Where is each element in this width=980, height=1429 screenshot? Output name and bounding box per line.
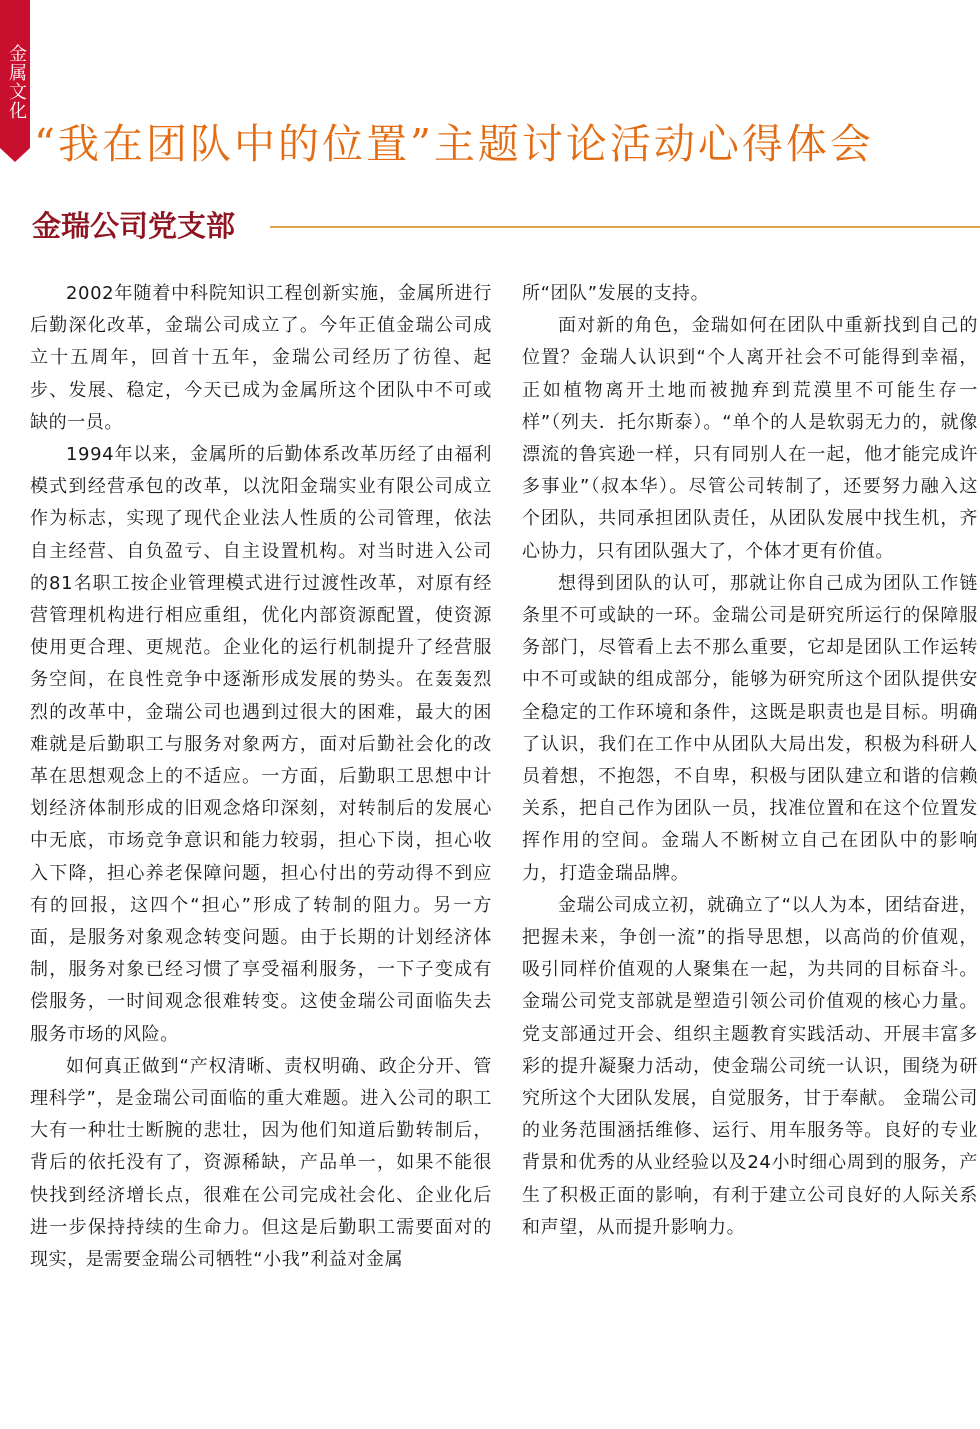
paragraph: 金瑞公司成立初，就确立了“以人为本，团结奋进，把握未来，争创一流”的指导思想，以高尚的价值观，吸引同样价值观的人聚集在一起，为共同的目标奋斗。金瑞公司党支部就是塑造引领公司价值观的核心力量。党支部通过开会、组织主题教育实践活动、开展丰富多彩的提升凝聚力活动，使金瑞公司统一认识，围绕为研究所这个大团队发展，自觉服务，甘于奉献。 金瑞公司的业务范围涵括维修、运行、用车服务等。良好的专业背景和优秀的从业经验以及24小时细心周到的服务，产生了积极正面的影响，有利于建立公司良好的人际关系和声望，从而提升影响力。	[522, 894, 978, 1238]
author-divider	[270, 226, 980, 228]
left-column	[30, 278, 492, 1276]
right-column	[522, 278, 978, 1244]
section-tab-arrow	[0, 148, 30, 162]
paragraph: 1994年以来，金属所的后勤体系改革历经了由福利模式到经营承包的改革，以沈阳金瑞实业有限公司成立作为标志，实现了现代企业法人性质的公司管理，依法自主经营、自负盈亏、自主设置机构。对当时进入公司的81名职工按企业管理模式进行过渡性改革，对原有经营管理机构进行相应重组，优化内部资源配置，使资源使用更合理、更规范。企业化的运行机制提升了经营服务空间，在良性竞争中逐渐形成发展的势头。在轰轰烈烈的改革中，金瑞公司也遇到过很大的困难，最大的困难就是后勤职工与服务对象两方，面对后勤社会化的改革在思想观念上的不适应。一方面，后勤职工思想中计划经济体制形成的旧观念烙印深刻，对转制后的发展心中无底，市场竞争意识和能力较弱，担心下岗，担心收入下降，担心养老保障问题，担心付出的劳动得不到应有的回报，这四个“担心”形成了转制的阻力。另一方面，是服务对象观念转变问题。由于长期的计划经济体制，服务对象已经习惯了享受福利服务，一下子变成有偿服务，一时间观念很难转变。这使金瑞公司面临失去服务市场的风险。	[30, 444, 492, 1045]
paragraph: 面对新的角色，金瑞如何在团队中重新找到自己的位置？金瑞人认识到“个人离开社会不可能得到幸福，正如植物离开土地而被抛弃到荒漠里不可能生存一样”（列夫．托尔斯泰）。“单个的人是软弱无力的，就像漂流的鲁宾逊一样，只有同别人在一起，他才能完成许多事业”（叔本华）。尽管公司转制了，还要努力融入这个团队，共同承担团队责任，从团队发展中找生机，齐心协力，只有团队强大了，个体才更有价值。	[522, 315, 978, 562]
paragraph-continued: 所“团队”发展的支持。	[522, 283, 710, 304]
paragraph: 2002年随着中科院知识工程创新实施，金属所进行后勤深化改革，金瑞公司成立了。今年正值金瑞公司成立十五周年，回首十五年，金瑞公司经历了彷徨、起步、发展、稳定，今天已成为金属所这个团队中不可或缺的一员。	[30, 283, 492, 433]
article-author: 金瑞公司党支部	[32, 209, 236, 243]
paragraph: 想得到团队的认可，那就让你自己成为团队工作链条里不可或缺的一环。金瑞公司是研究所运行的保障服务部门，尽管看上去不那么重要，它却是团队工作运转中不可或缺的组成部分，能够为研究所这个团队提供安全稳定的工作环境和条件，这既是职责也是目标。明确了认识，我们在工作中从团队大局出发，积极为科研人员着想，不抱怨，不自卑，积极与团队建立和谐的信赖关系，把自己作为团队一员，找准位置和在这个位置发挥作用的空间。金瑞人不断树立自己在团队中的影响力，打造金瑞品牌。	[522, 572, 978, 884]
article-title: “我在团队中的位置”主题讨论活动心得体会	[34, 120, 874, 168]
paragraph: 如何真正做到“产权清晰、责权明确、政企分开、管理科学”，是金瑞公司面临的重大难题。进入公司的职工大有一种壮士断腕的悲壮，因为他们知道后勤转制后，背后的依托没有了，资源稀缺，产品单一，如果不能很快找到经济增长点，很难在公司完成社会化、企业化后进一步保持持续的生命力。但这是后勤职工需要面对的现实，是需要金瑞公司牺牲“小我”利益对金属	[30, 1055, 492, 1271]
section-tab-label: 金属文化	[6, 44, 27, 120]
